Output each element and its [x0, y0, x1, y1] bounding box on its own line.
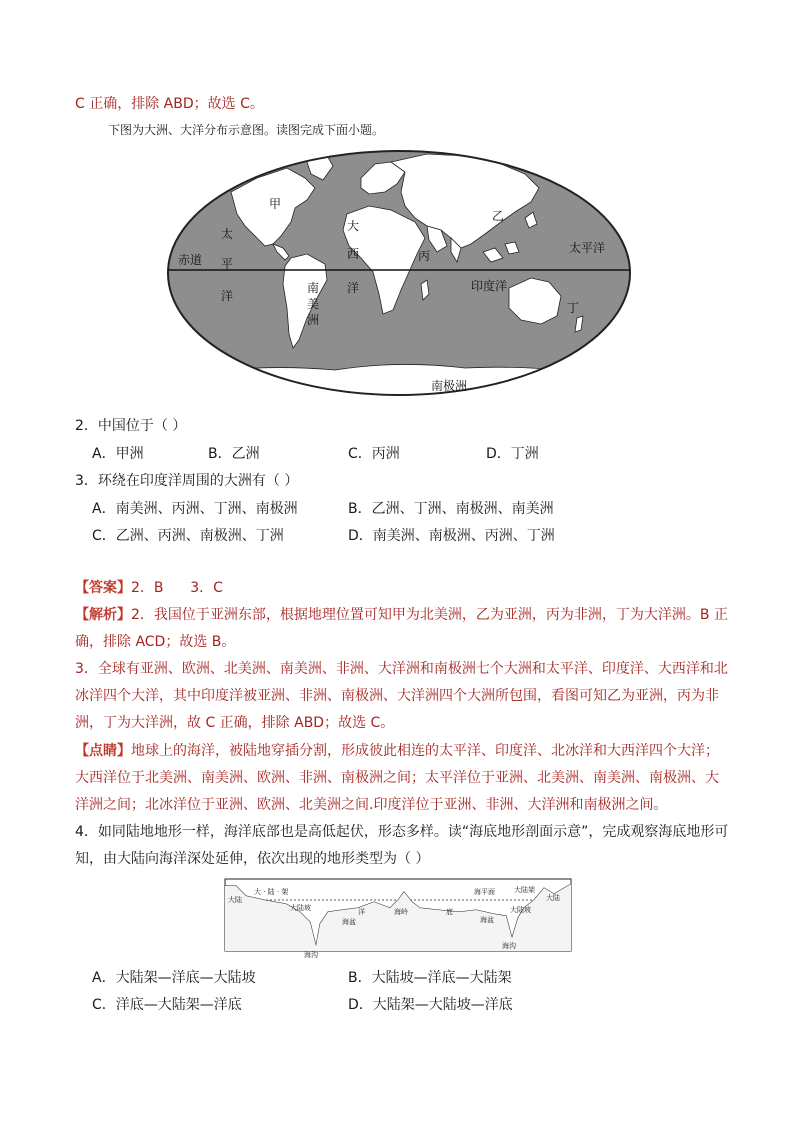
- profile-label-continent-right: 大陆: [546, 894, 560, 902]
- analysis-text-5: 洲，丁为大洋洲，故 C 正确，排除 ABD；故选 C。: [75, 715, 395, 731]
- analysis-text-3: 3．全球有亚洲、欧洲、北美洲、南美洲、非洲、大洋洲和南极洲七个大洲和太平洋、印度洋、大西洋和北: [75, 661, 728, 677]
- answer-text: 2．B 3．C: [131, 580, 223, 596]
- analysis-text-2: 确，排除 ACD；故选 B。: [75, 634, 236, 650]
- tip-tag: 【点睛】: [75, 743, 131, 759]
- label-bing: 丙: [418, 249, 431, 263]
- profile-label-continent-left: 大陆: [228, 896, 242, 904]
- q2-option-c[interactable]: C．丙洲: [348, 446, 400, 462]
- label-ping: 平: [221, 257, 234, 271]
- analysis-text-4: 冰洋四个大洋，其中印度洋被亚洲、非洲、南极洲、大洋洲四个大洲所包围，看图可知乙为亚洲，丙为非: [75, 688, 719, 704]
- q4-option-d[interactable]: D．大陆架—大陆坡—洋底: [348, 997, 513, 1013]
- analysis-tag: 【解析】: [75, 607, 131, 623]
- q3-stem: 3．环绕在印度洋周围的大洲有（ ）: [75, 473, 299, 489]
- label-equator: 赤道: [178, 253, 203, 267]
- label-jia: 甲: [269, 197, 282, 211]
- profile-label-ocean: 洋: [358, 908, 365, 916]
- profile-label-sea-level: 海平面: [474, 888, 495, 896]
- tip-text-1: 地球上的海洋，被陆地穿插分割，形成彼此相连的太平洋、印度洋、北冰洋和大西洋四个大洋；: [131, 743, 719, 759]
- q2-option-b[interactable]: B．乙洲: [208, 446, 260, 462]
- q2-stem: 2．中国位于（ ）: [75, 418, 187, 434]
- label-yang2: 洋: [221, 289, 234, 303]
- label-zhou: 洲: [307, 313, 320, 327]
- label-tai: 太: [221, 227, 234, 241]
- profile-label-slope-left: 大陆坡: [290, 904, 311, 912]
- label-antarctica: 南极洲: [431, 379, 468, 393]
- q4-option-c[interactable]: C．洋底—大陆架—洋底: [92, 997, 242, 1013]
- world-map: [165, 148, 633, 398]
- tip-line-1: [75, 741, 719, 761]
- q4-option-b[interactable]: B．大陆坡—洋底—大陆架: [348, 970, 512, 986]
- q4-stem-2: 知，由大陆向海洋深处延伸，依次出现的地形类型为（ ）: [75, 851, 430, 867]
- label-xi: 西: [347, 247, 360, 261]
- q2-option-d[interactable]: D．丁洲: [486, 446, 539, 462]
- profile-label-ridge: 海岭: [394, 908, 408, 916]
- label-nan: 南: [307, 281, 320, 295]
- q2-option-a[interactable]: A．甲洲: [92, 446, 144, 462]
- label-indian-ocean: 印度洋: [471, 279, 508, 293]
- label-ding: 丁: [567, 301, 580, 315]
- analysis-text-1: 2．我国位于亚洲东部，根据地理位置可知甲为北美洲，乙为亚洲，丙为非洲，丁为大洋洲。B 正: [131, 607, 728, 623]
- profile-label-basin-right: 海盆: [480, 916, 494, 924]
- label-yi: 乙: [492, 209, 505, 223]
- analysis-line-1: [75, 605, 728, 625]
- label-pacific: 太平洋: [569, 241, 606, 255]
- answer-line: [75, 578, 223, 598]
- tip-text-3: 洋洲之间；北冰洋位于亚洲、欧洲、北美洲之间.印度洋位于亚洲、非洲、大洋洲和南极洲之间。: [75, 797, 668, 813]
- seafloor-profile-diagram: [224, 878, 572, 952]
- answer-tag: 【答案】: [75, 580, 131, 596]
- q3-option-b[interactable]: B．乙洲、丁洲、南极洲、南美洲: [348, 501, 554, 517]
- profile-label-trench-right: 海沟: [502, 942, 516, 950]
- profile-label-trench-left-visible: 海沟: [304, 951, 318, 959]
- label-yang: 洋: [347, 281, 360, 295]
- profile-label-floor: 底: [446, 908, 453, 916]
- previous-answer-tail: C 正确，排除 ABD；故选 C。: [75, 96, 264, 112]
- tip-text-2: 大西洋位于北美洲、南美洲、欧洲、非洲、南极洲之间；太平洋位于亚洲、北美洲、南美洲、南极洲、大: [75, 770, 719, 786]
- profile-label-slope-right: 大陆坡: [510, 906, 531, 914]
- profile-label-basin-left: 海盆: [342, 918, 356, 926]
- profile-label-shelf-right: 大陆架: [514, 886, 535, 894]
- label-mei: 美: [307, 297, 320, 311]
- profile-label-shelf-left: 大 · 陆 · 架: [254, 888, 289, 896]
- q3-option-d[interactable]: D．南美洲、南极洲、丙洲、丁洲: [348, 528, 555, 544]
- map-intro: 下图为大洲、大洋分布示意图。读图完成下面小题。: [108, 123, 385, 137]
- q3-option-a[interactable]: A．南美洲、丙洲、丁洲、南极洲: [92, 501, 298, 517]
- label-da: 大: [347, 219, 360, 233]
- q3-option-c[interactable]: C．乙洲、丙洲、南极洲、丁洲: [92, 528, 284, 544]
- q4-option-a[interactable]: A．大陆架—洋底—大陆坡: [92, 970, 256, 986]
- q4-stem-1: 4．如同陆地地形一样，海洋底部也是高低起伏，形态多样。读“海底地形剖面示意”，完成观察海底地形可: [75, 824, 729, 840]
